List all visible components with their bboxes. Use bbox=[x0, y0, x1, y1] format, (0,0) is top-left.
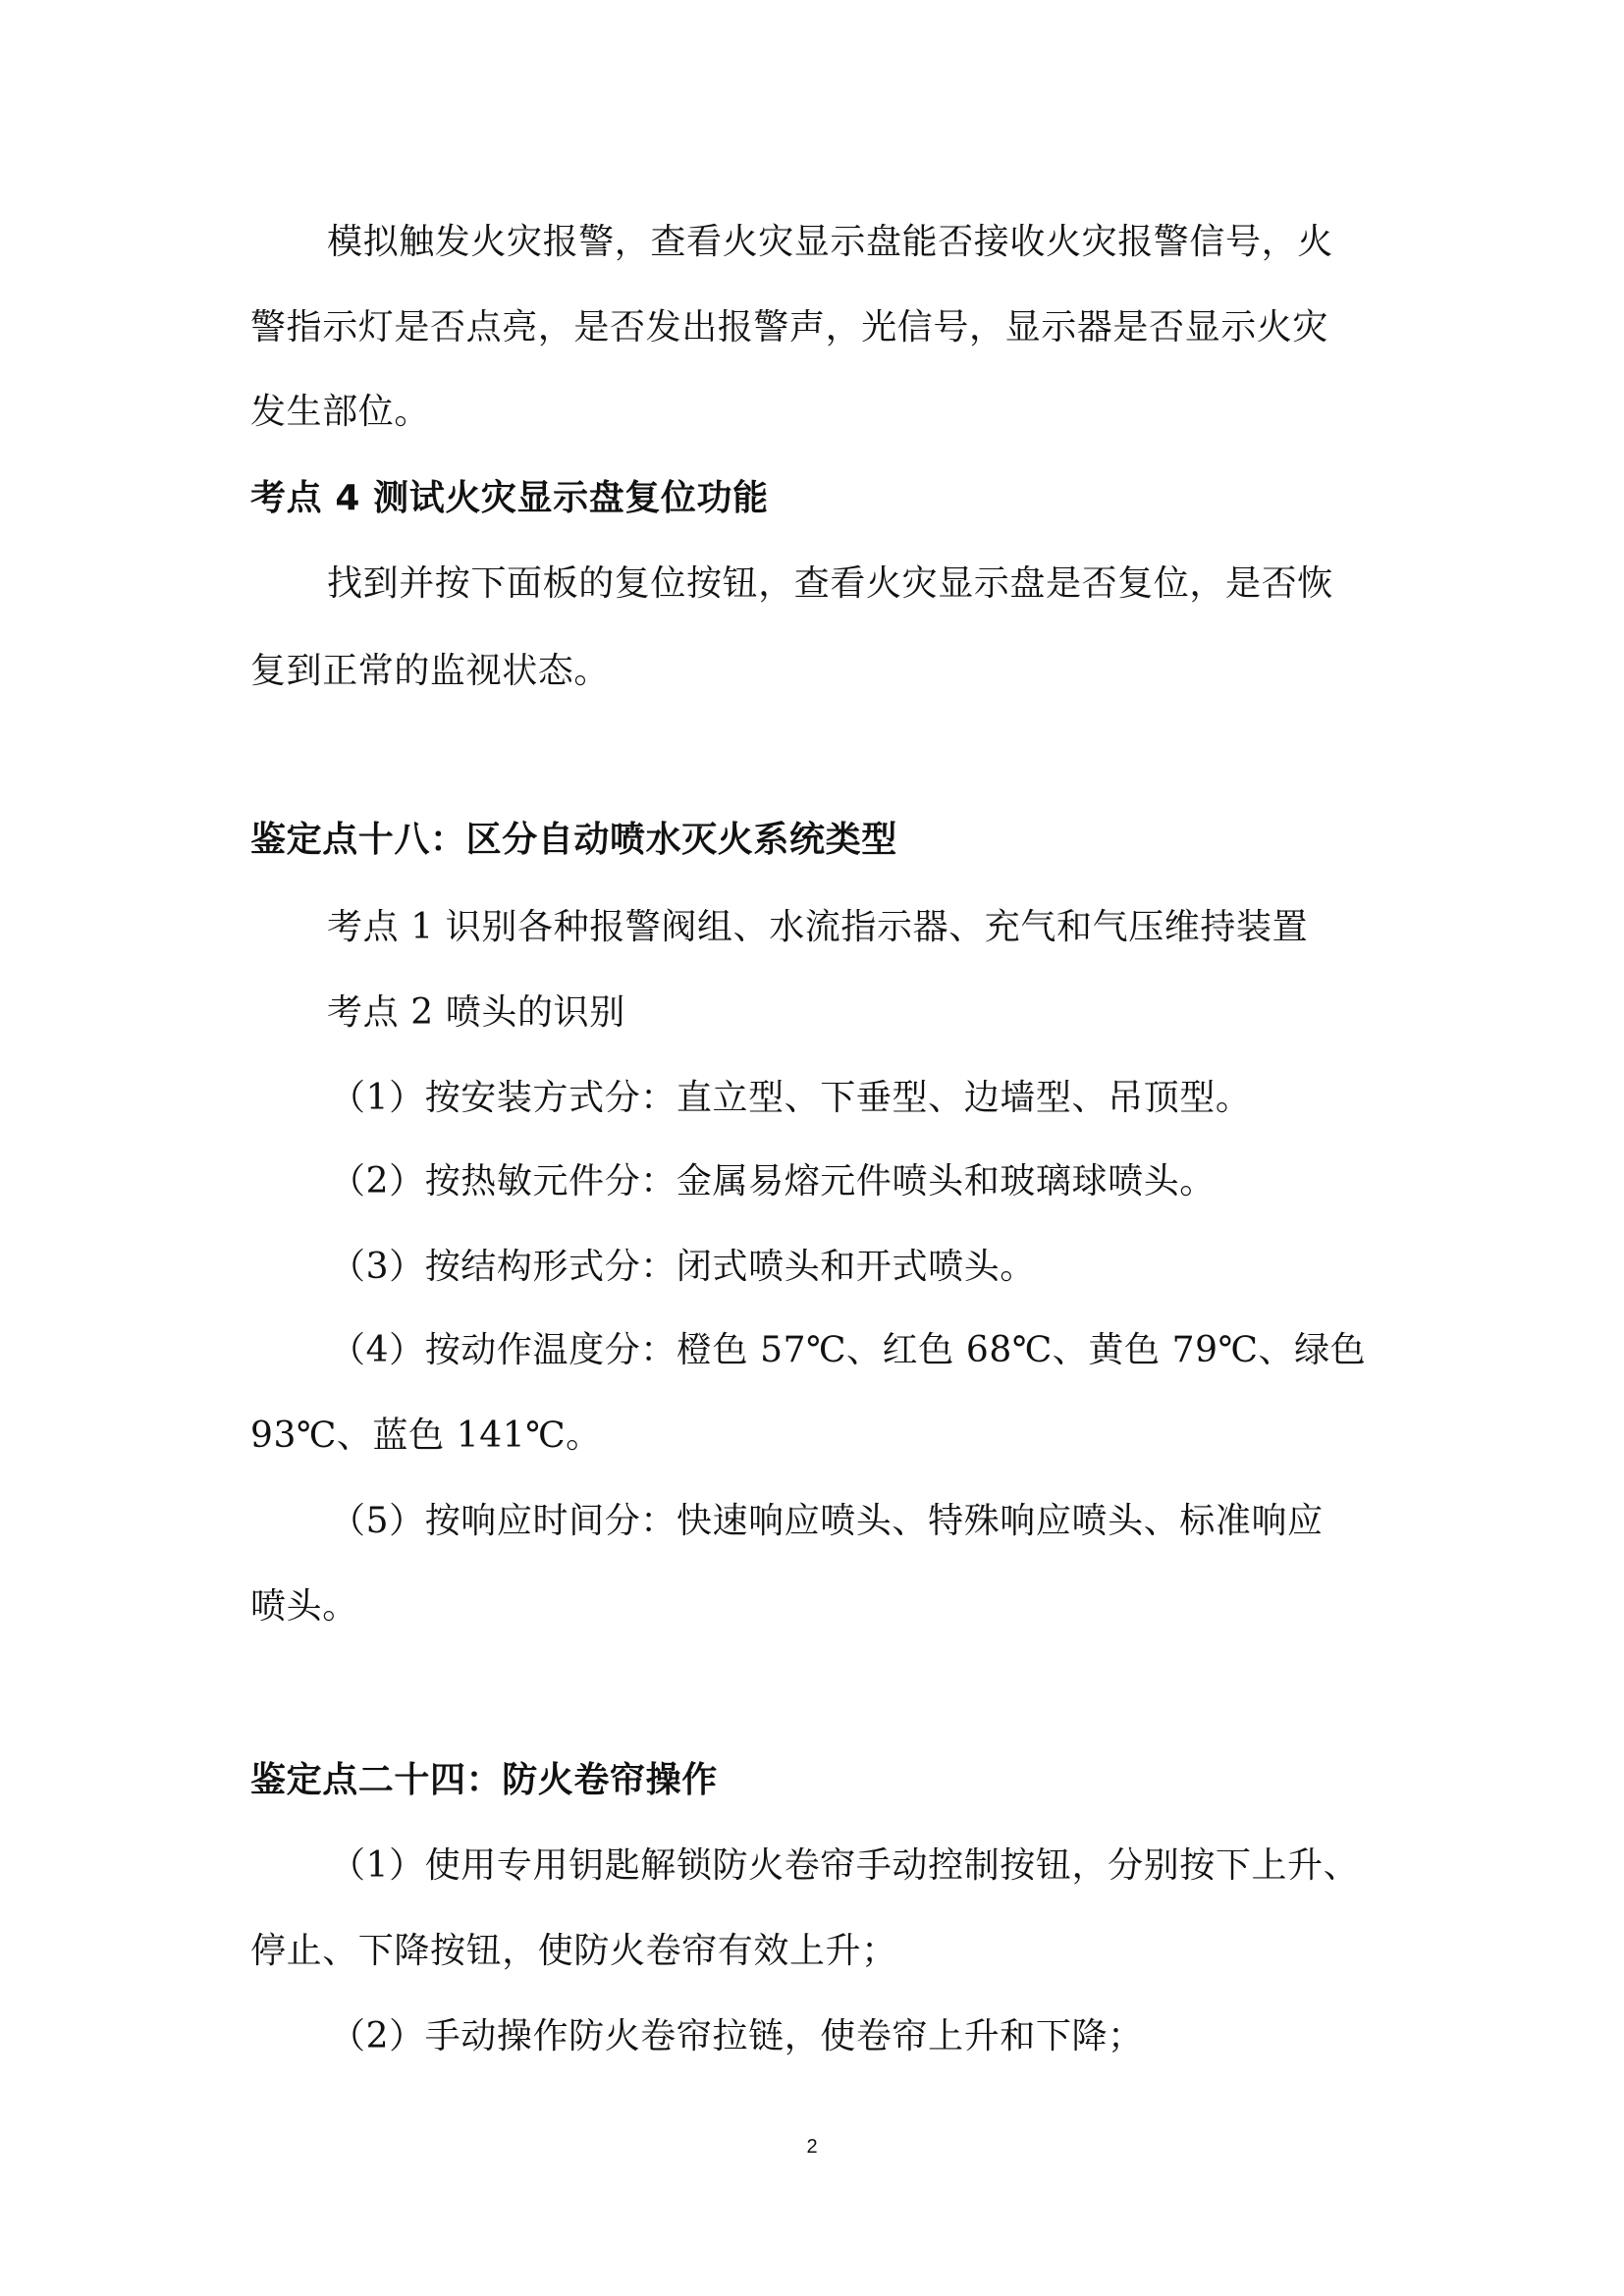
list-item-continuation: 93℃、蓝色 141℃。 bbox=[250, 1415, 602, 1456]
section-heading: 鉴定点二十四：防火卷帘操作 bbox=[250, 1760, 718, 1800]
list-item: （1）按安装方式分：直立型、下垂型、边墙型、吊顶型。 bbox=[330, 1078, 1252, 1118]
section-heading: 鉴定点十八：区分自动喷水灭火系统类型 bbox=[250, 820, 897, 860]
paragraph-line: 找到并按下面板的复位按钮，查看火灾显示盘是否复位，是否恢 bbox=[327, 563, 1333, 604]
list-item-continuation: 喷头。 bbox=[250, 1586, 358, 1627]
section-heading: 考点 4 测试火灾显示盘复位功能 bbox=[250, 478, 769, 518]
paragraph-line: 警指示灯是否点亮，是否发出报警声，光信号，显示器是否显示火灾 bbox=[250, 307, 1329, 347]
list-item: （2）手动操作防火卷帘拉链，使卷帘上升和下降； bbox=[330, 2016, 1144, 2056]
list-item: （2）按热敏元件分：金属易熔元件喷头和玻璃球喷头。 bbox=[330, 1161, 1216, 1201]
list-item-continuation: 停止、下降按钮，使防火卷帘有效上升； bbox=[250, 1931, 897, 1971]
list-item: （3）按结构形式分：闭式喷头和开式喷头。 bbox=[330, 1247, 1036, 1287]
list-item: （1）使用专用钥匙解锁防火卷帘手动控制按钮，分别按下上升、 bbox=[330, 1845, 1360, 1886]
list-item: （5）按响应时间分：快速响应喷头、特殊响应喷头、标准响应 bbox=[330, 1501, 1324, 1541]
paragraph-line: 模拟触发火灾报警，查看火灾显示盘能否接收火灾报警信号，火 bbox=[327, 222, 1333, 262]
paragraph-line: 复到正常的监视状态。 bbox=[250, 651, 611, 691]
page-number: 2 bbox=[806, 2136, 818, 2158]
list-item: （4）按动作温度分：橙色 57℃、红色 68℃、黄色 79℃、绿色 bbox=[330, 1330, 1367, 1370]
paragraph-line: 考点 1 识别各种报警阀组、水流指示器、充气和气压维持装置 bbox=[327, 907, 1309, 947]
paragraph-line: 考点 2 喷头的识别 bbox=[327, 992, 625, 1033]
paragraph-line: 发生部位。 bbox=[250, 392, 431, 432]
